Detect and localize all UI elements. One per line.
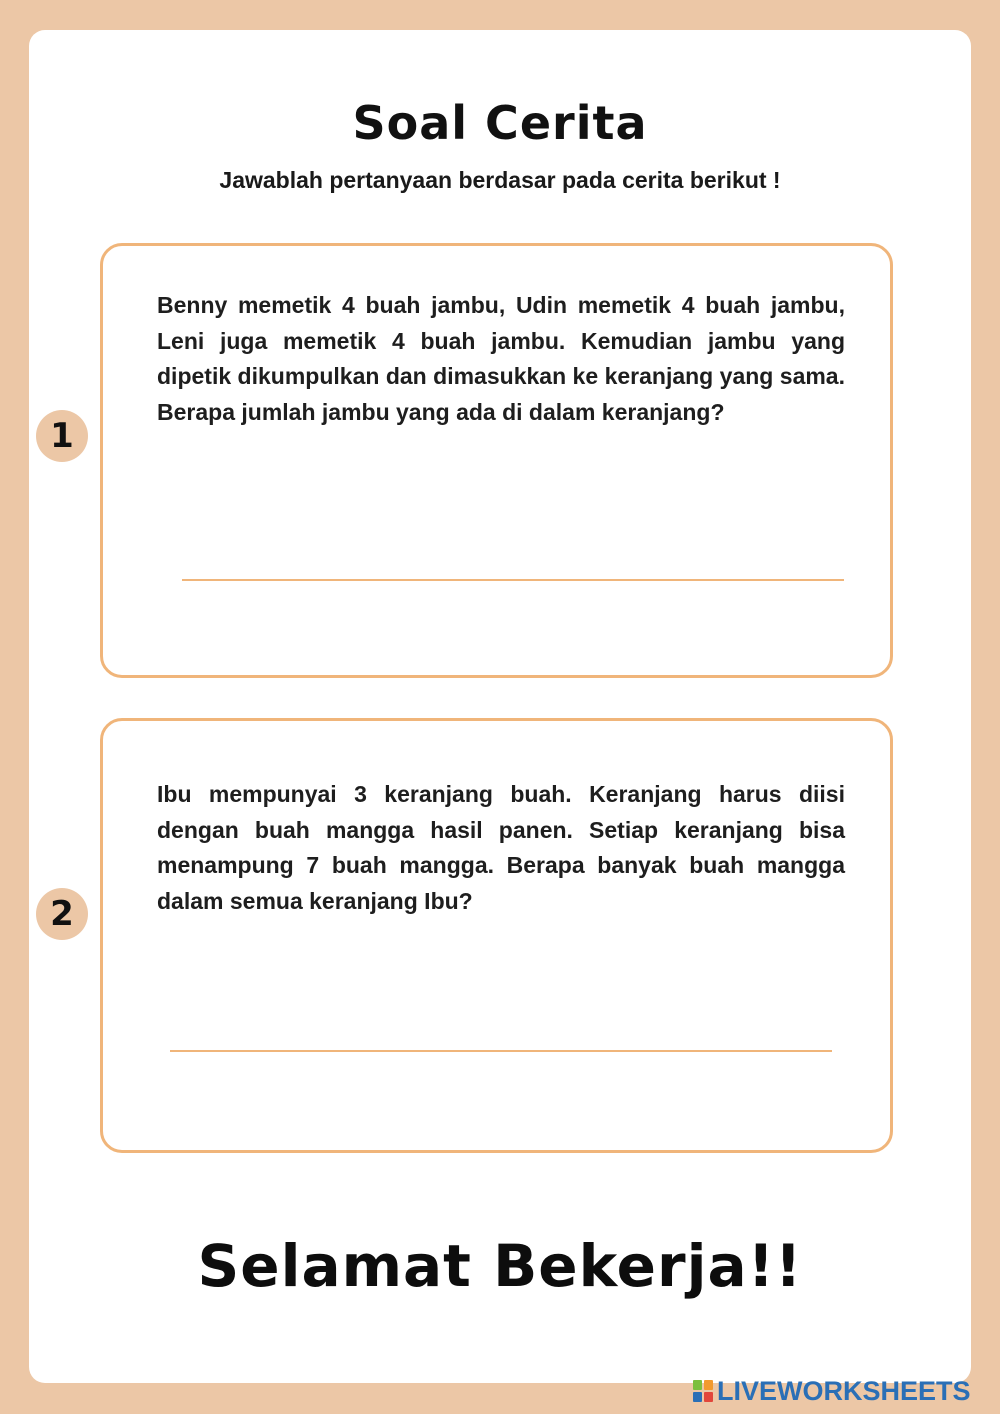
- liveworksheets-brand: [693, 1376, 971, 1406]
- page-subtitle: Jawablah pertanyaan berdasar pada cerita berikut !: [219, 167, 781, 193]
- question-number-badge-2: 2: [36, 888, 88, 940]
- brand-name: LIVEWORKSHEETS: [717, 1375, 971, 1406]
- answer-field-1[interactable]: [182, 579, 844, 581]
- page-title: Soal Cerita: [352, 96, 648, 150]
- liveworksheets-logo-icon: [693, 1380, 713, 1402]
- question-card-1: [100, 243, 893, 678]
- question-number-badge-1: 1: [36, 410, 88, 462]
- worksheet-page: [29, 30, 971, 1383]
- question-card-2: [100, 718, 893, 1153]
- closing-message: Selamat Bekerja!!: [197, 1232, 803, 1300]
- answer-field-2[interactable]: [170, 1050, 832, 1052]
- question-text-1: Benny memetik 4 buah jambu, Udin memetik 4 buah jambu, Leni juga memetik 4 buah jambu. Kemudian jambu yang dipetik dikumpulkan dan dimasukkan ke keranjang yang sama. Berapa jumlah jambu yang ada di dalam keranjang?: [157, 292, 845, 425]
- question-text-2: Ibu mempunyai 3 keranjang buah. Keranjang harus diisi dengan buah mangga hasil panen. Setiap keranjang bisa menampung 7 buah mangga. Berapa banyak buah mangga dalam semua keranjang Ibu?: [157, 781, 845, 914]
